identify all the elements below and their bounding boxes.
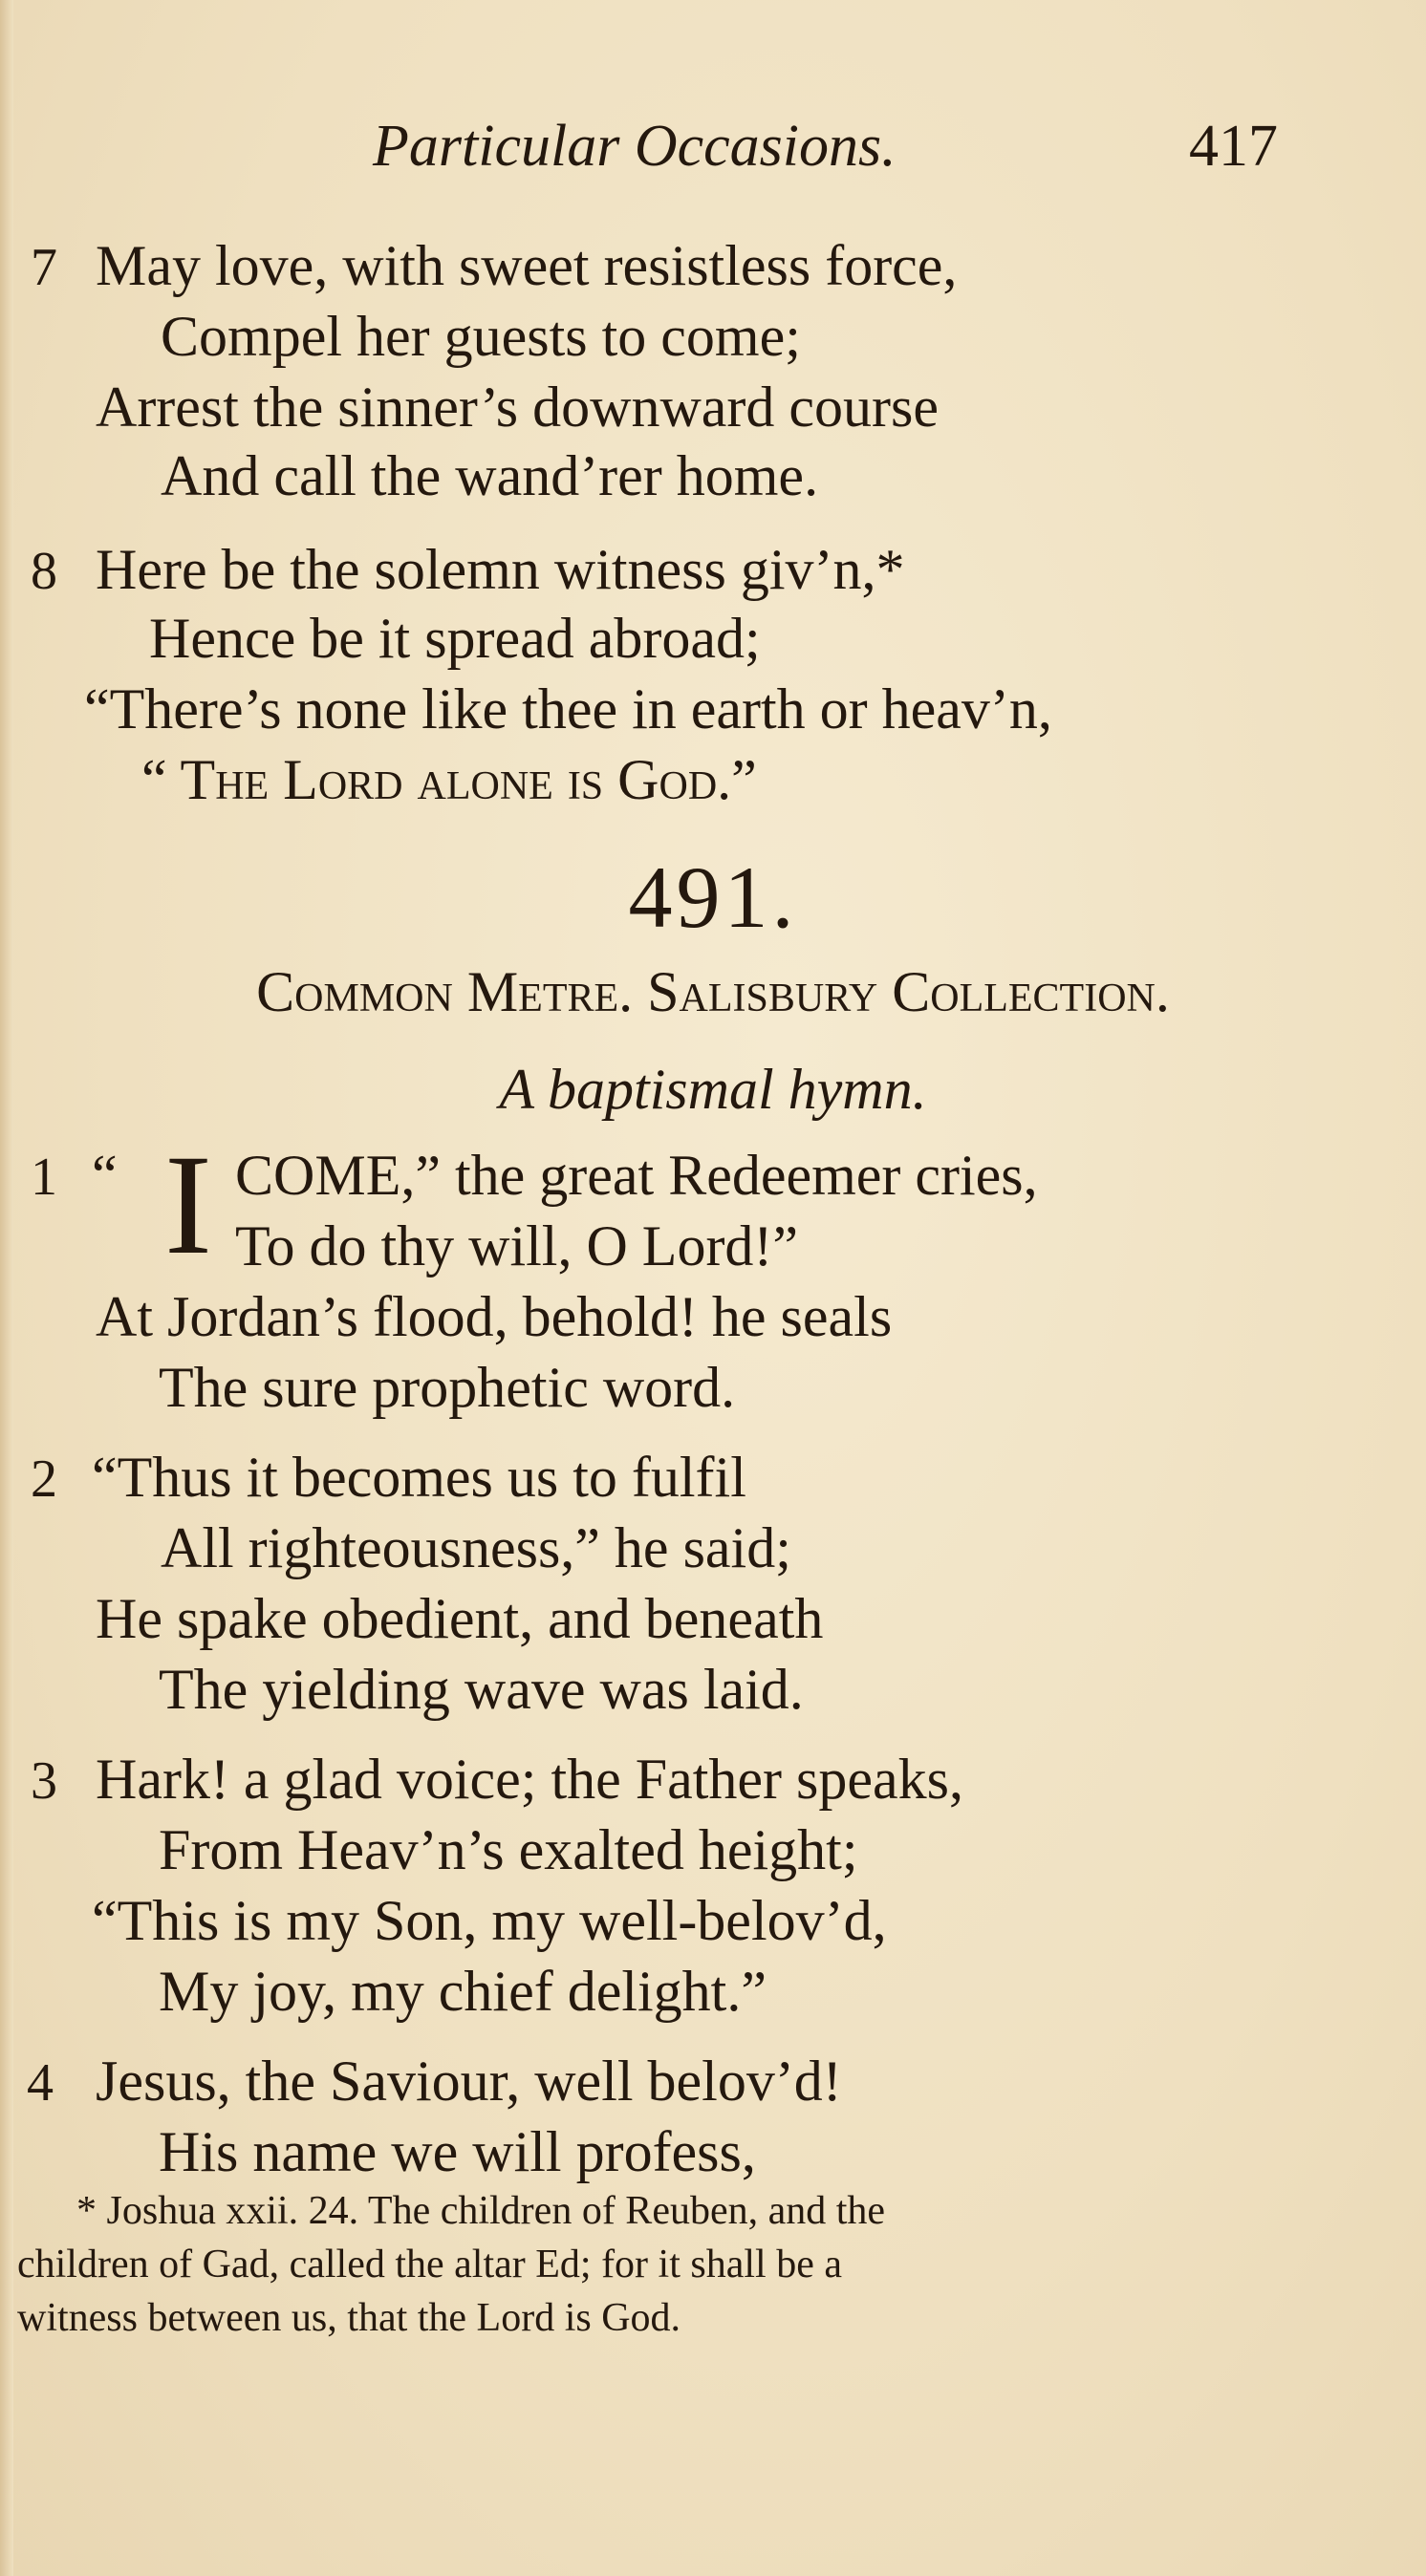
verse-line: To do thy will, O Lord!” — [235, 1214, 799, 1277]
running-head: Particular Occasions. — [373, 114, 897, 179]
verse-line: The sure prophetic word. — [159, 1356, 736, 1419]
stanza-number: 1 — [31, 1148, 57, 1207]
verse-line: “ The Lord alone is God.” — [141, 748, 757, 811]
footnote-line: children of Gad, called the altar Ed; for it shall be a — [17, 2243, 842, 2286]
verse-line: Here be the solemn witness giv’n,* — [96, 538, 905, 601]
stanza-number: 4 — [27, 2053, 54, 2113]
verse-line: May love, with sweet resistless force, — [96, 234, 958, 297]
hymn-meter: Common Metre. Salisbury Collection. — [256, 960, 1170, 1023]
opening-quote: “ — [92, 1144, 118, 1207]
hymn-number: 491. — [628, 848, 798, 946]
verse-line: Jesus, the Saviour, well belov’d! — [96, 2050, 842, 2113]
footnote-line: * Joshua xxii. 24. The children of Reuben, and the — [76, 2189, 886, 2233]
verse-line: Compel her guests to come; — [161, 305, 801, 368]
verse-line: “Thus it becomes us to fulfil — [92, 1446, 746, 1509]
drop-cap: I — [164, 1126, 212, 1284]
verse-line: Hence be it spread abroad; — [149, 607, 761, 670]
verse-line: Hark! a glad voice; the Father speaks, — [96, 1748, 963, 1811]
verse-line: “There’s none like thee in earth or heav’n, — [84, 677, 1052, 741]
stanza-number: 7 — [31, 238, 57, 297]
footnote-line: witness between us, that the Lord is God. — [17, 2296, 681, 2340]
verse-line: COME,” the great Redeemer cries, — [235, 1144, 1038, 1207]
verse-line: All righteousness,” he said; — [161, 1516, 791, 1579]
verse-line: And call the wand’rer home. — [161, 444, 819, 507]
verse-line: From Heav’n’s exalted height; — [159, 1818, 858, 1881]
verse-line: “This is my Son, my well-belov’d, — [92, 1889, 887, 1952]
verse-line: The yielding wave was laid. — [159, 1658, 804, 1721]
page-header — [0, 113, 1426, 189]
verse-line: At Jordan’s flood, behold! he seals — [96, 1285, 893, 1348]
stanza-number: 3 — [31, 1751, 57, 1811]
verse-line: Arrest the sinner’s downward course — [96, 376, 939, 439]
verse-line: His name we will profess, — [159, 2120, 756, 2183]
verse-line: He spake obedient, and beneath — [96, 1587, 824, 1650]
page-number: 417 — [1189, 114, 1278, 179]
stanza-number: 8 — [31, 542, 57, 601]
page-edge-shadow — [0, 0, 13, 2576]
stanza-number: 2 — [31, 1449, 57, 1509]
verse-line: My joy, my chief delight.” — [159, 1960, 767, 2023]
hymn-subtitle: A baptismal hymn. — [499, 1058, 927, 1121]
